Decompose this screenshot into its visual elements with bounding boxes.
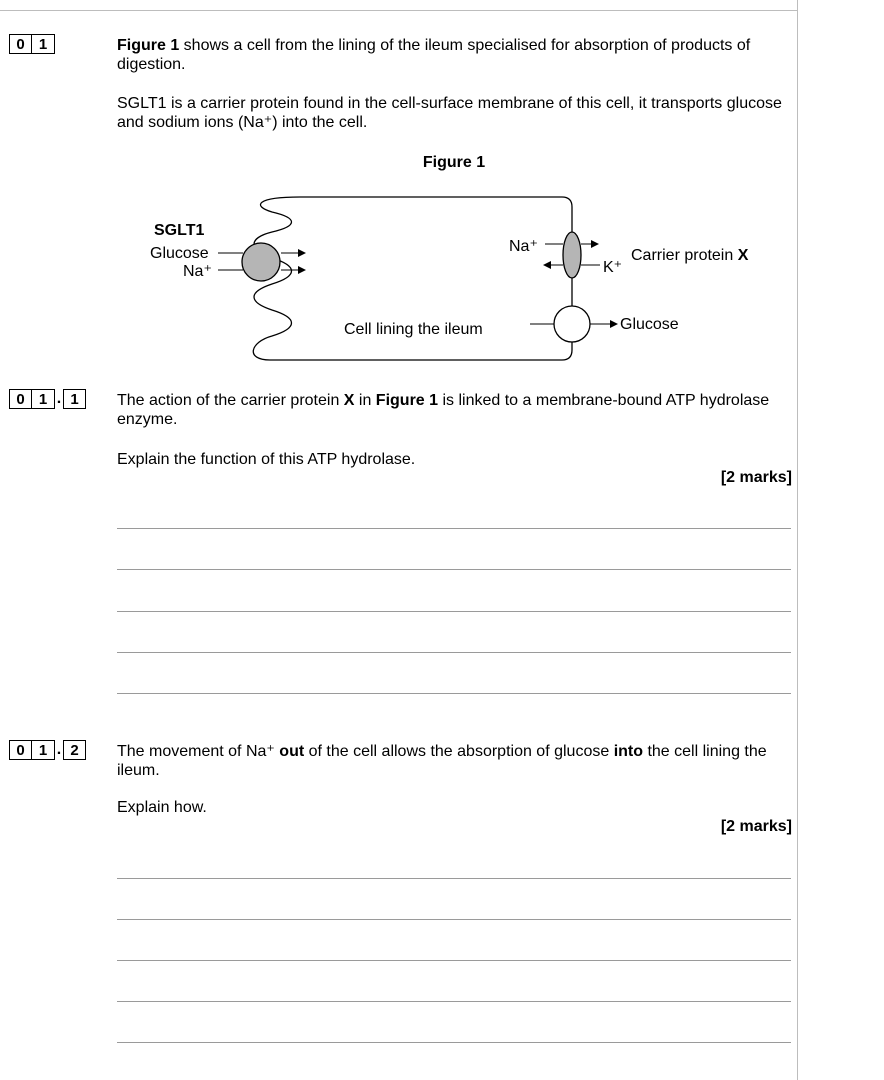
glucose-left-label: Glucose <box>150 245 209 262</box>
part-number-digit: 1 <box>32 740 55 760</box>
part1-answer-line[interactable] <box>117 693 791 694</box>
question-number-digit: 0 <box>9 34 32 54</box>
part1-question-text: The action of the carrier protein X in Figure 1 is linked to a membrane-bound ATP hydrolase enzyme. <box>117 392 770 428</box>
cell-diagram <box>0 0 884 400</box>
part-number-01-2 <box>9 740 86 760</box>
part-number-digit: 1 <box>32 389 55 409</box>
part2-answer-line[interactable] <box>117 878 791 879</box>
part1-answer-line[interactable] <box>117 611 791 612</box>
part-number-digit: 2 <box>63 740 86 760</box>
intro-text: shows a cell from the lining of the ileum specialised for absorption of products of digestion. <box>117 37 751 73</box>
carrier-protein-x <box>563 232 581 278</box>
part-number-digit: 1 <box>63 389 86 409</box>
na-left-label: Na⁺ <box>183 263 212 280</box>
glucose-carrier-protein <box>554 306 590 342</box>
part2-question-text: The movement of Na⁺ out of the cell allows the absorption of glucose into the cell lining the ileum. <box>117 743 767 779</box>
sglt1-label: SGLT1 <box>154 222 205 239</box>
na-right-label: Na⁺ <box>509 238 538 255</box>
part2-instruction: Explain how. <box>117 799 207 816</box>
part2-answer-line[interactable] <box>117 1001 791 1002</box>
part-number-separator: . <box>56 390 62 407</box>
part1-answer-line[interactable] <box>117 569 791 570</box>
part-number-01-1 <box>9 389 86 409</box>
part1-answer-line[interactable] <box>117 652 791 653</box>
part1-marks: [2 marks] <box>720 469 792 486</box>
part-number-digit: 0 <box>9 740 32 760</box>
part2-answer-line[interactable] <box>117 960 791 961</box>
part-number-digit: 0 <box>9 389 32 409</box>
part2-answer-line[interactable] <box>117 1042 791 1043</box>
figure-title: Figure 1 <box>422 154 486 171</box>
k-right-label: K⁺ <box>603 259 623 276</box>
question-intro-paragraph-2: SGLT1 is a carrier protein found in the cell-surface membrane of this cell, it transports glucose and sodium ions (Na⁺) into the cell. <box>117 95 782 131</box>
glucose-right-label: Glucose <box>620 316 679 333</box>
cell-label: Cell lining the ileum <box>344 321 483 338</box>
part2-answer-line[interactable] <box>117 919 791 920</box>
part1-instruction: Explain the function of this ATP hydrolase. <box>117 451 416 468</box>
part-number-separator: . <box>56 741 62 758</box>
carrier-protein-label: Carrier protein X <box>631 247 749 264</box>
sglt1-protein <box>242 243 280 281</box>
figure-reference: Figure 1 <box>117 37 180 54</box>
part1-answer-line[interactable] <box>117 528 791 529</box>
part2-marks: [2 marks] <box>720 818 792 835</box>
question-number-digit: 1 <box>32 34 55 54</box>
